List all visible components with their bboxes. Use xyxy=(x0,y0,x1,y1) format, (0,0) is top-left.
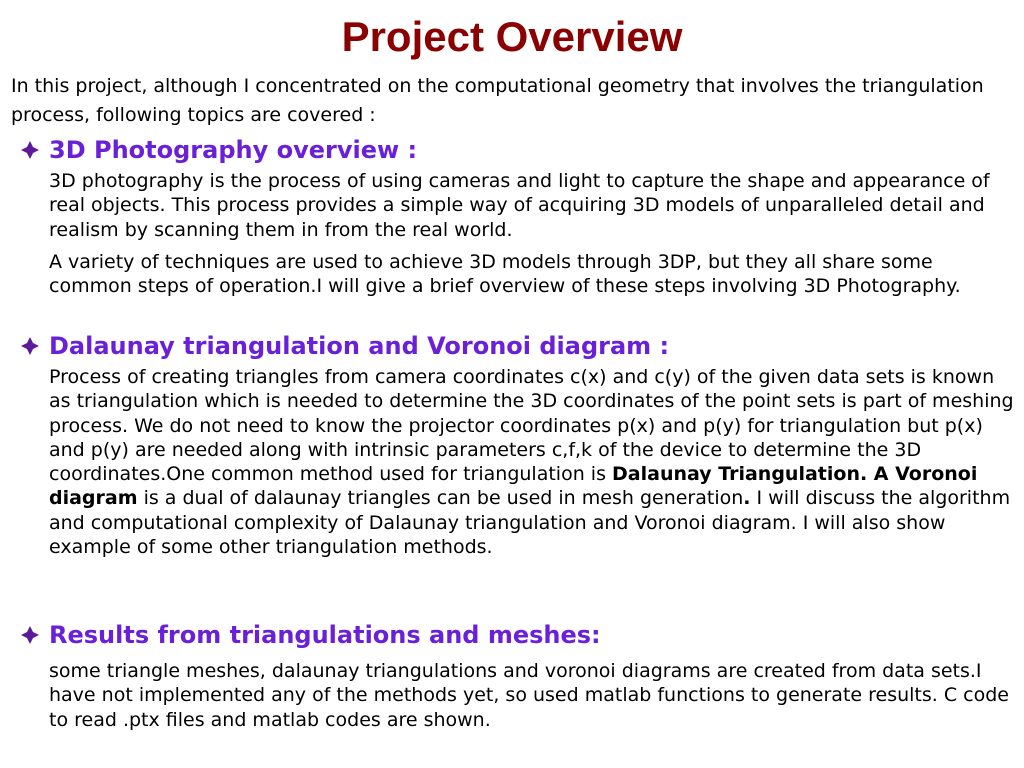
section-heading-text: Dalaunay triangulation and Voronoi diagram : xyxy=(49,332,670,360)
diamond-bullet-icon xyxy=(20,336,40,356)
section-heading-text: Results from triangulations and meshes: xyxy=(49,621,601,649)
section-heading-text: 3D Photography overview : xyxy=(49,136,418,164)
bold-term: Dalaunay Triangulation. A Voronoi diagram xyxy=(49,463,978,510)
section-results xyxy=(0,620,1024,732)
bold-period: . xyxy=(743,487,751,510)
section-heading xyxy=(0,331,1024,361)
diamond-bullet-icon xyxy=(20,140,40,160)
section-heading xyxy=(0,135,1024,165)
paragraph: some triangle meshes, dalaunay triangulations and voronoi diagrams are created from data sets.I have not implemented any of the methods yet, so used matlab functions to generate results. C code to read .ptx files and matlab codes are shown. xyxy=(49,660,1009,731)
paragraph xyxy=(49,365,1014,559)
paragraph-text: Process of creating triangles from camera coordinates c(x) and c(y) of the given data sets is known as triangulation which is needed to determine the 3D coordinates of the point sets is part of meshing process. We do not need to know the projector coordinates p(x) and p(y) for triangulation but p(x) and p(y) are needed along with intrinsic parameters c,f,k of the device to determine the 3D coordinates.One common method used for triangulation is xyxy=(49,366,1014,486)
diamond-bullet-icon xyxy=(20,625,40,645)
paragraph-text: is a dual of dalaunay triangles can be used in mesh generation xyxy=(137,487,744,510)
paragraph: A variety of techniques are used to achieve 3D models through 3DP, but they all share some common steps of operation.I will give a brief overview of these steps involving 3D Photography. xyxy=(49,250,961,298)
intro-text: In this project, although I concentrated on the computational geometry that involves the triangulation process, following topics are covered : xyxy=(11,75,984,126)
slide-title: Project Overview xyxy=(341,13,683,60)
section-3d-photography xyxy=(0,135,1024,298)
paragraph-text: I will discuss the algorithm and computational complexity of Dalaunay triangulation and Voronoi diagram. I will also show example of some other triangulation methods. xyxy=(49,487,1011,559)
section-triangulation xyxy=(0,331,1024,559)
section-heading xyxy=(0,620,1024,650)
paragraph: 3D photography is the process of using cameras and light to capture the shape and appearance of real objects. This process provides a simple way of acquiring 3D models of unparalleled detail and realism by scanning them in from the real world. xyxy=(49,170,990,241)
